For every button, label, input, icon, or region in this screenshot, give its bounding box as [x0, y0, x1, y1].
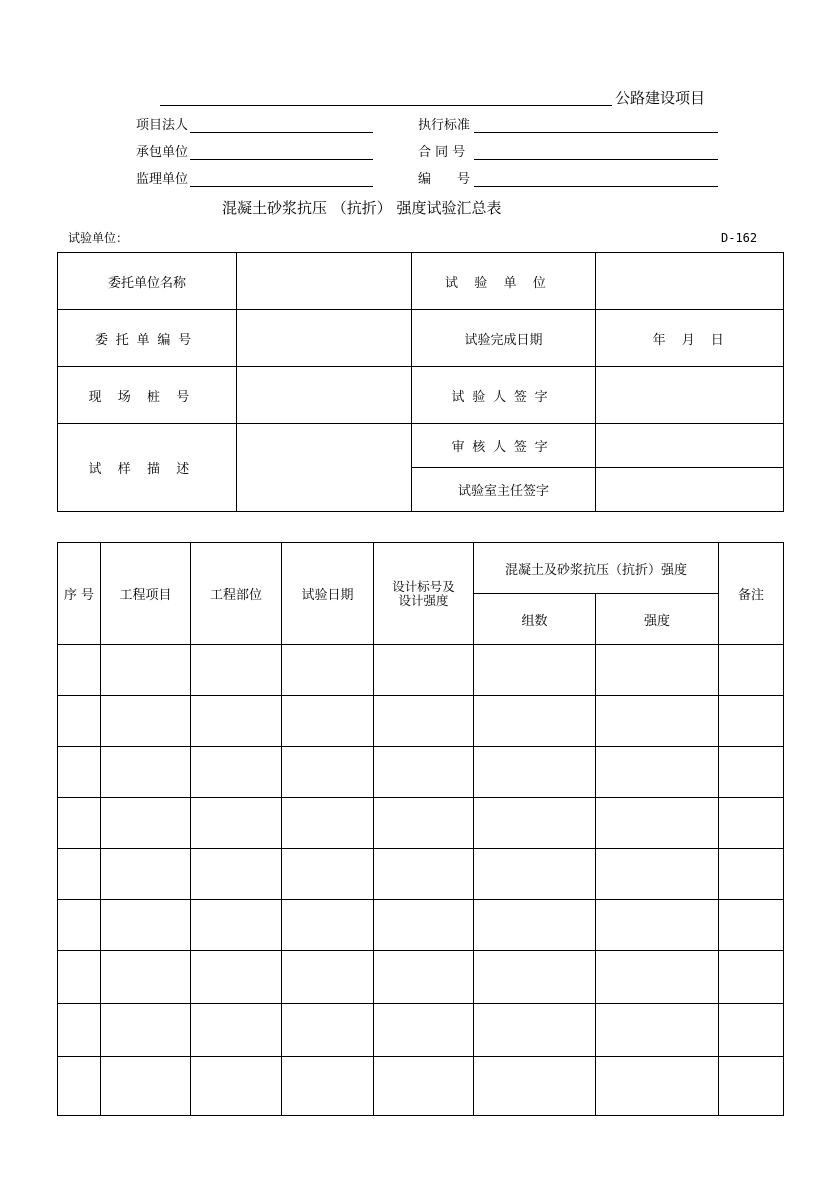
cell-groups[interactable] — [474, 1057, 596, 1116]
header-seq: 序 号 — [58, 543, 101, 645]
cell-groups[interactable] — [474, 900, 596, 951]
cell-date[interactable] — [282, 798, 374, 849]
order-no-value[interactable] — [237, 310, 412, 367]
cell-seq[interactable] — [58, 849, 101, 900]
header-groups: 组数 — [474, 594, 596, 645]
supervisor-field[interactable] — [190, 186, 373, 187]
cell-groups[interactable] — [474, 951, 596, 1004]
test-unit-label: 试验单位： — [68, 231, 129, 245]
table-row — [58, 696, 784, 747]
cell-project[interactable] — [101, 900, 191, 951]
cell-part[interactable] — [191, 1004, 282, 1057]
form-code: D-162 — [721, 231, 758, 245]
contractor-label: 承包单位 — [136, 145, 189, 160]
cell-strength[interactable] — [596, 798, 719, 849]
cell-project[interactable] — [101, 1004, 191, 1057]
cell-seq[interactable] — [58, 696, 101, 747]
header-design-grade-line1: 设计标号及 — [392, 578, 455, 594]
tester-sign-label: 试验人签字 — [412, 367, 596, 424]
cell-part[interactable] — [191, 951, 282, 1004]
table-row — [58, 900, 784, 951]
cell-design-grade[interactable] — [374, 696, 474, 747]
table-row — [58, 951, 784, 1004]
cell-strength[interactable] — [596, 696, 719, 747]
completion-date-value[interactable] — [596, 310, 784, 367]
cell-seq[interactable] — [58, 1004, 101, 1057]
table-row — [58, 1057, 784, 1116]
info-table — [57, 252, 784, 512]
summary-body — [58, 645, 784, 1116]
header-date: 试验日期 — [282, 543, 374, 645]
cell-strength[interactable] — [596, 900, 719, 951]
cell-project[interactable] — [101, 951, 191, 1004]
cell-design-grade[interactable] — [374, 951, 474, 1004]
completion-date-label: 试验完成日期 — [412, 310, 596, 367]
form-title: 混凝土砂浆抗压 （抗折） 强度试验汇总表 — [222, 199, 502, 217]
cell-part[interactable] — [191, 798, 282, 849]
cell-part[interactable] — [191, 849, 282, 900]
cell-part[interactable] — [191, 696, 282, 747]
cell-design-grade[interactable] — [374, 1057, 474, 1116]
exec-standard-label: 执行标准 — [418, 118, 471, 133]
legal-person-label: 项目法人 — [136, 118, 189, 133]
test-unit-value[interactable] — [596, 253, 784, 310]
cell-design-grade[interactable] — [374, 849, 474, 900]
serial-no-label: 编 号 — [418, 172, 471, 187]
cell-seq[interactable] — [58, 951, 101, 1004]
cell-groups[interactable] — [474, 1004, 596, 1057]
cell-remarks[interactable] — [719, 900, 784, 951]
cell-date[interactable] — [282, 645, 374, 696]
table-row — [58, 1004, 784, 1057]
cell-remarks[interactable] — [719, 951, 784, 1004]
serial-no-field[interactable] — [474, 186, 718, 187]
cell-seq[interactable] — [58, 798, 101, 849]
supervisor-label: 监理单位 — [136, 172, 189, 187]
contract-no-field[interactable] — [474, 159, 718, 160]
header-part: 工程部位 — [191, 543, 282, 645]
cell-project[interactable] — [101, 849, 191, 900]
client-name-value[interactable] — [237, 253, 412, 310]
cell-design-grade[interactable] — [374, 747, 474, 798]
cell-project[interactable] — [101, 747, 191, 798]
legal-person-field[interactable] — [190, 132, 373, 133]
test-unit-cell-label: 试验单位 — [412, 253, 596, 310]
table-row — [58, 747, 784, 798]
header-design-grade-line2: 设计强度 — [398, 592, 449, 608]
cell-groups[interactable] — [474, 645, 596, 696]
cell-project[interactable] — [101, 645, 191, 696]
reviewer-sign-label: 审核人签字 — [412, 424, 596, 468]
cell-remarks[interactable] — [719, 696, 784, 747]
cell-remarks[interactable] — [719, 747, 784, 798]
sample-desc-value[interactable] — [237, 424, 412, 512]
cell-date[interactable] — [282, 1004, 374, 1057]
table-row — [58, 645, 784, 696]
header-project: 工程项目 — [101, 543, 191, 645]
cell-design-grade[interactable] — [374, 645, 474, 696]
order-no-label: 委托单编号 — [58, 310, 237, 367]
cell-part[interactable] — [191, 645, 282, 696]
cell-remarks[interactable] — [719, 1004, 784, 1057]
cell-design-grade[interactable] — [374, 1004, 474, 1057]
cell-seq[interactable] — [58, 747, 101, 798]
cell-date[interactable] — [282, 900, 374, 951]
header-remarks: 备注 — [719, 543, 784, 645]
cell-seq[interactable] — [58, 900, 101, 951]
cell-date[interactable] — [282, 747, 374, 798]
project-suffix: 公路建设项目 — [615, 89, 706, 107]
cell-remarks[interactable] — [719, 798, 784, 849]
cell-date[interactable] — [282, 849, 374, 900]
cell-strength[interactable] — [596, 951, 719, 1004]
cell-design-grade[interactable] — [374, 798, 474, 849]
station-label: 现场桩号 — [58, 367, 237, 424]
cell-strength[interactable] — [596, 1057, 719, 1116]
cell-strength[interactable] — [596, 747, 719, 798]
cell-design-grade[interactable] — [374, 900, 474, 951]
cell-seq[interactable] — [58, 645, 101, 696]
contract-no-label: 合 同 号 — [418, 145, 466, 160]
cell-remarks[interactable] — [719, 1057, 784, 1116]
cell-remarks[interactable] — [719, 645, 784, 696]
cell-part[interactable] — [191, 900, 282, 951]
cell-project[interactable] — [101, 1057, 191, 1116]
cell-date[interactable] — [282, 951, 374, 1004]
cell-date[interactable] — [282, 696, 374, 747]
reviewer-sign-value[interactable] — [596, 424, 784, 468]
header-design-grade — [374, 543, 474, 645]
header-strength: 强度 — [596, 594, 719, 645]
header-strength-group: 混凝土及砂浆抗压（抗折）强度 — [474, 543, 719, 594]
cell-part[interactable] — [191, 1057, 282, 1116]
sample-desc-label: 试样描述 — [58, 424, 237, 512]
cell-groups[interactable] — [474, 747, 596, 798]
cell-remarks[interactable] — [719, 849, 784, 900]
cell-project[interactable] — [101, 798, 191, 849]
cell-project[interactable] — [101, 696, 191, 747]
date-placeholder: 年 月 日 — [652, 332, 727, 348]
station-value[interactable] — [237, 367, 412, 424]
contractor-field[interactable] — [190, 159, 373, 160]
cell-strength[interactable] — [596, 645, 719, 696]
cell-part[interactable] — [191, 747, 282, 798]
cell-groups[interactable] — [474, 849, 596, 900]
exec-standard-field[interactable] — [474, 132, 718, 133]
lab-director-sign-label: 试验室主任签字 — [412, 468, 596, 512]
client-name-label: 委托单位名称 — [58, 253, 237, 310]
summary-table — [57, 542, 784, 1116]
cell-groups[interactable] — [474, 696, 596, 747]
table-row — [58, 849, 784, 900]
tester-sign-value[interactable] — [596, 367, 784, 424]
cell-groups[interactable] — [474, 798, 596, 849]
table-row — [58, 798, 784, 849]
cell-seq[interactable] — [58, 1057, 101, 1116]
project-name-line[interactable] — [160, 105, 612, 106]
lab-director-sign-value[interactable] — [596, 468, 784, 512]
cell-strength[interactable] — [596, 849, 719, 900]
cell-date[interactable] — [282, 1057, 374, 1116]
cell-strength[interactable] — [596, 1004, 719, 1057]
